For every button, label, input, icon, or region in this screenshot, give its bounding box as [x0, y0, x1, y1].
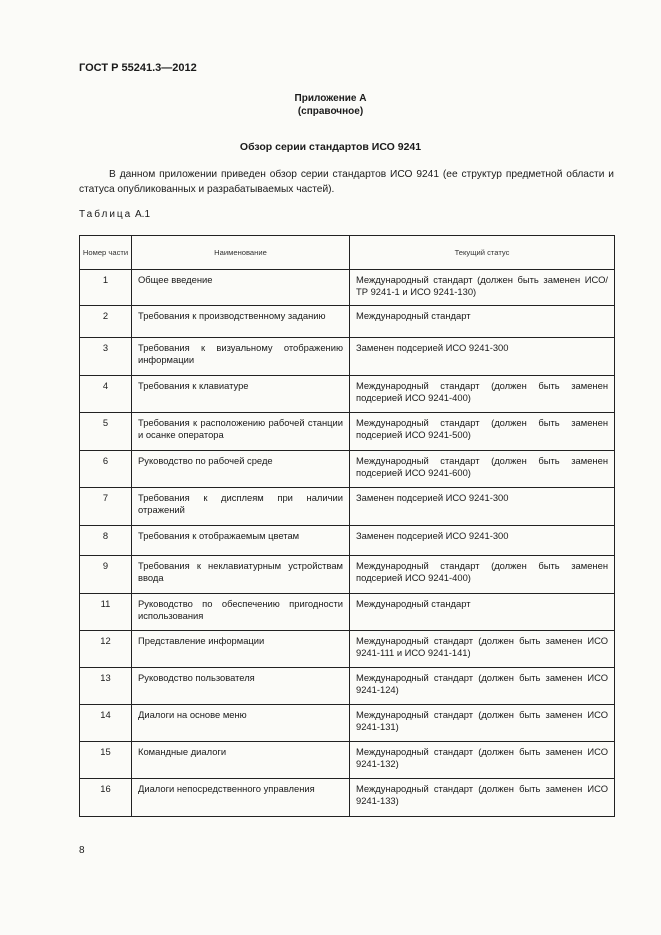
part-number-cell: 6 — [102, 455, 109, 466]
part-number-cell: 9 — [102, 560, 109, 571]
status-cell-wrapper — [350, 779, 615, 817]
part-name-cell-wrapper — [132, 556, 350, 594]
status-cell-wrapper — [350, 376, 615, 413]
table-row — [80, 338, 615, 376]
table-row — [80, 413, 615, 451]
part-number-cell-wrapper — [80, 270, 132, 306]
part-name-cell-wrapper — [132, 526, 350, 556]
table-row — [80, 631, 615, 668]
status-cell-wrapper — [350, 594, 615, 631]
status-cell: Международный стандарт — [356, 598, 471, 609]
table-header-row — [80, 236, 615, 270]
part-name-cell-wrapper — [132, 270, 350, 306]
table-row — [80, 594, 615, 631]
appendix-heading — [0, 92, 661, 118]
column-header-status: Текущий статус — [350, 236, 615, 270]
part-name-cell-wrapper — [132, 376, 350, 413]
part-name-cell-wrapper — [132, 631, 350, 668]
status-cell: Заменен подсерией ИСО 9241-300 — [356, 492, 509, 503]
part-name-cell: Командные диалоги — [138, 746, 227, 757]
status-cell-wrapper — [350, 270, 615, 306]
part-number-cell-wrapper — [80, 306, 132, 338]
part-name-cell: Требования к расположению рабочей станции и осанке оператора — [138, 417, 343, 440]
part-number-cell-wrapper — [80, 594, 132, 631]
part-name-cell: Представление информации — [138, 635, 265, 646]
part-number-cell: 5 — [102, 417, 109, 428]
status-cell: Международный стандарт (должен быть заменен подсерией ИСО 9241-400) — [356, 380, 608, 403]
part-name-cell-wrapper — [132, 779, 350, 817]
table-row — [80, 668, 615, 705]
part-name-cell-wrapper — [132, 451, 350, 488]
table-row — [80, 742, 615, 779]
status-cell-wrapper — [350, 413, 615, 451]
status-cell: Международный стандарт (должен быть заменен ИСО 9241-111 и ИСО 9241-141) — [356, 635, 608, 658]
table-row — [80, 270, 615, 306]
table-row — [80, 526, 615, 556]
status-cell-wrapper — [350, 451, 615, 488]
part-number-cell-wrapper — [80, 526, 132, 556]
part-number-cell-wrapper — [80, 556, 132, 594]
part-name-cell: Общее введение — [138, 274, 213, 285]
column-header-number: Номер части — [80, 236, 132, 270]
part-number-cell: 11 — [100, 598, 111, 609]
part-name-cell: Руководство пользователя — [138, 672, 255, 683]
table-row — [80, 306, 615, 338]
part-number-cell: 8 — [102, 530, 109, 541]
table-row — [80, 376, 615, 413]
status-cell: Международный стандарт (должен быть заменен подсерией ИСО 9241-600) — [356, 455, 608, 478]
part-name-cell: Руководство по обеспечению пригодности использования — [138, 598, 343, 621]
part-number-cell: 12 — [100, 635, 111, 646]
part-number-cell: 16 — [100, 783, 111, 794]
part-number-cell: 15 — [100, 746, 111, 757]
status-cell-wrapper — [350, 631, 615, 668]
part-number-cell-wrapper — [80, 705, 132, 742]
status-cell: Заменен подсерией ИСО 9241-300 — [356, 530, 509, 541]
part-name-cell: Руководство по рабочей среде — [138, 455, 273, 466]
column-header-name: Наименование — [132, 236, 350, 270]
section-title: Обзор серии стандартов ИСО 9241 — [239, 141, 422, 153]
status-cell-wrapper — [350, 488, 615, 526]
part-number-cell: 14 — [100, 709, 111, 720]
status-cell-wrapper — [350, 705, 615, 742]
table-caption-word: Таблица — [79, 209, 133, 220]
table-row — [80, 556, 615, 594]
status-cell: Международный стандарт (должен быть заменен ИСО 9241-124) — [356, 672, 608, 695]
status-cell: Международный стандарт — [356, 310, 471, 321]
part-name-cell-wrapper — [132, 594, 350, 631]
status-cell: Международный стандарт (должен быть заменен подсерией ИСО 9241-500) — [356, 417, 608, 440]
part-number-cell-wrapper — [80, 488, 132, 526]
standards-table — [79, 235, 615, 817]
part-name-cell: Требования к клавиатуре — [138, 380, 249, 391]
part-number-cell-wrapper — [80, 376, 132, 413]
part-name-cell-wrapper — [132, 306, 350, 338]
part-name-cell-wrapper — [132, 705, 350, 742]
part-name-cell: Требования к неклавиатурным устройствам ввода — [138, 560, 343, 583]
status-cell: Международный стандарт (должен быть заменен ИСО/ТР 9241-1 и ИСО 9241-130) — [356, 274, 608, 297]
table-body — [80, 270, 615, 817]
part-name-cell-wrapper — [132, 338, 350, 376]
status-cell: Международный стандарт (должен быть заменен ИСО 9241-133) — [356, 783, 608, 806]
part-number-cell: 7 — [102, 492, 109, 503]
part-number-cell-wrapper — [80, 413, 132, 451]
part-name-cell: Диалоги на основе меню — [138, 709, 247, 720]
part-number-cell-wrapper — [80, 779, 132, 817]
status-cell-wrapper — [350, 306, 615, 338]
part-number-cell: 4 — [102, 380, 109, 391]
part-name-cell-wrapper — [132, 488, 350, 526]
part-number-cell: 2 — [102, 310, 109, 321]
status-cell: Международный стандарт (должен быть заменен ИСО 9241-131) — [356, 709, 608, 732]
part-name-cell: Требования к дисплеям при наличии отражений — [138, 492, 343, 515]
status-cell-wrapper — [350, 556, 615, 594]
status-cell-wrapper — [350, 742, 615, 779]
status-cell: Заменен подсерией ИСО 9241-300 — [356, 342, 509, 353]
part-number-cell: 13 — [100, 672, 111, 683]
part-number-cell: 3 — [102, 342, 109, 353]
table-row — [80, 488, 615, 526]
status-cell-wrapper — [350, 668, 615, 705]
status-cell-wrapper — [350, 338, 615, 376]
status-cell: Международный стандарт (должен быть заменен ИСО 9241-132) — [356, 746, 608, 769]
part-name-cell-wrapper — [132, 668, 350, 705]
part-number-cell-wrapper — [80, 668, 132, 705]
part-number-cell-wrapper — [80, 451, 132, 488]
part-number-cell: 1 — [102, 274, 109, 285]
part-name-cell-wrapper — [132, 413, 350, 451]
part-name-cell: Требования к визуальному отображению информации — [138, 342, 343, 365]
part-number-cell-wrapper — [80, 631, 132, 668]
part-name-cell: Диалоги непосредственного управления — [138, 783, 315, 794]
status-cell-wrapper — [350, 526, 615, 556]
table-caption-number: А.1 — [135, 209, 151, 220]
document-code: ГОСТ Р 55241.3—2012 — [79, 62, 197, 74]
table-row — [80, 779, 615, 817]
table-row — [80, 451, 615, 488]
part-name-cell-wrapper — [132, 742, 350, 779]
part-number-cell-wrapper — [80, 742, 132, 779]
table-row — [80, 705, 615, 742]
part-number-cell-wrapper — [80, 338, 132, 376]
page-number: 8 — [79, 845, 85, 856]
part-name-cell: Требования к производственному заданию — [138, 310, 326, 321]
intro-paragraph: В данном приложении приведен обзор серии стандартов ИСО 9241 (ее структур предметной области и статуса опубликованных и разрабатываемых частей). — [79, 169, 614, 195]
part-name-cell: Требования к отображаемым цветам — [138, 530, 300, 541]
table-caption — [79, 209, 150, 220]
status-cell: Международный стандарт (должен быть заменен подсерией ИСО 9241-400) — [356, 560, 608, 583]
appendix-title: Приложение А — [294, 93, 367, 104]
appendix-subtitle: (справочное) — [297, 106, 364, 117]
